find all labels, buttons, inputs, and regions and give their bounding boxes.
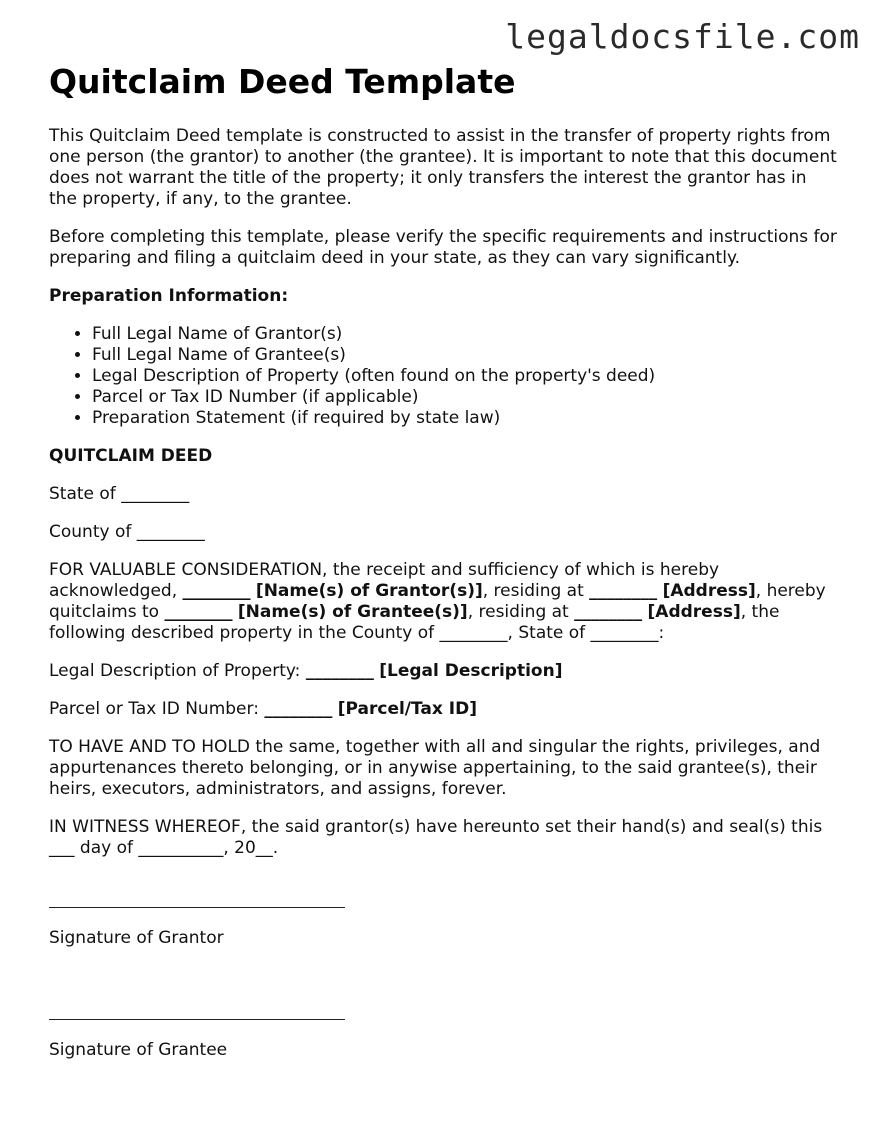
parcel-blank: ________ [264,698,333,719]
preparation-heading: Preparation Information: [49,285,289,306]
grantor-signature-block [49,907,839,949]
legal-description-line [49,661,839,682]
document-body [49,62,839,1061]
parcel-placeholder: [Parcel/Tax ID] [337,698,477,719]
grantor-blank: ________ [182,580,251,601]
grantor-placeholder: [Name(s) of Grantor(s)] [255,580,483,601]
state-line: State of ________ [49,483,190,504]
county-line: County of ________ [49,521,205,542]
consideration-text: , hereby quitclaims to [49,580,826,622]
consideration-paragraph [49,560,839,644]
legal-description-placeholder: [Legal Description] [379,660,563,681]
parcel-line [49,699,839,720]
habendum-paragraph: TO HAVE AND TO HOLD the same, together with all and singular the rights, privileges, and appurtenances thereto belonging, or in anywise appertaining, to the said grantee(s), their heirs, executors, administrators, and assigns, forever. [49,736,821,799]
grantee-signature-block [49,1019,839,1061]
list-item: • Full Legal Name of Grantor(s) [92,324,839,345]
grantor-signature-label: Signature of Grantor [49,927,224,948]
legal-description-label: Legal Description of Property: [49,660,306,681]
list-item: • Preparation Statement (if required by state law) [92,408,839,429]
witness-paragraph: IN WITNESS WHEREOF, the said grantor(s) have hereunto set their hand(s) and seal(s) this ___ day of __________, 20__. [49,816,823,858]
grantee-address-blank: ________ [574,601,643,622]
grantee-signature-label: Signature of Grantee [49,1039,228,1060]
grantor-address-placeholder: [Address] [662,580,756,601]
grantee-placeholder: [Name(s) of Grantee(s)] [237,601,468,622]
page-title: Quitclaim Deed Template [49,62,516,101]
consideration-text: , the following described property in the County of ________, State of ________: [49,601,780,643]
intro-paragraph-1: This Quitclaim Deed template is constructed to assist in the transfer of property rights from one person (the grantor) to another (the grantee). It is important to note that this document does not warrant the title of the property; it only transfers the interest the grantor has in the property, if any, to the grantee. [49,125,837,209]
list-item: • Parcel or Tax ID Number (if applicable) [92,387,839,408]
consideration-text: , residing at [482,580,590,601]
consideration-text: FOR VALUABLE CONSIDERATION, the receipt and sufficiency of which is hereby acknowledged, [49,559,720,601]
intro-paragraph-2: Before completing this template, please verify the specific requirements and instructions for preparing and filing a quitclaim deed in your state, as they can vary significantly. [49,226,837,268]
grantee-blank: ________ [164,601,233,622]
list-item: • Full Legal Name of Grantee(s) [92,345,839,366]
watermark: legaldocsfile.com [505,17,860,56]
grantor-signature-line[interactable] [49,907,345,908]
legal-description-blank: ________ [305,660,374,681]
consideration-text: , residing at [467,601,575,622]
grantor-address-blank: ________ [589,580,658,601]
parcel-label: Parcel or Tax ID Number: [49,698,265,719]
grantee-signature-line[interactable] [49,1019,345,1020]
list-item: • Legal Description of Property (often found on the property's deed) [92,366,839,387]
preparation-list [49,324,839,429]
grantee-address-placeholder: [Address] [647,601,741,622]
deed-heading: QUITCLAIM DEED [49,445,213,466]
